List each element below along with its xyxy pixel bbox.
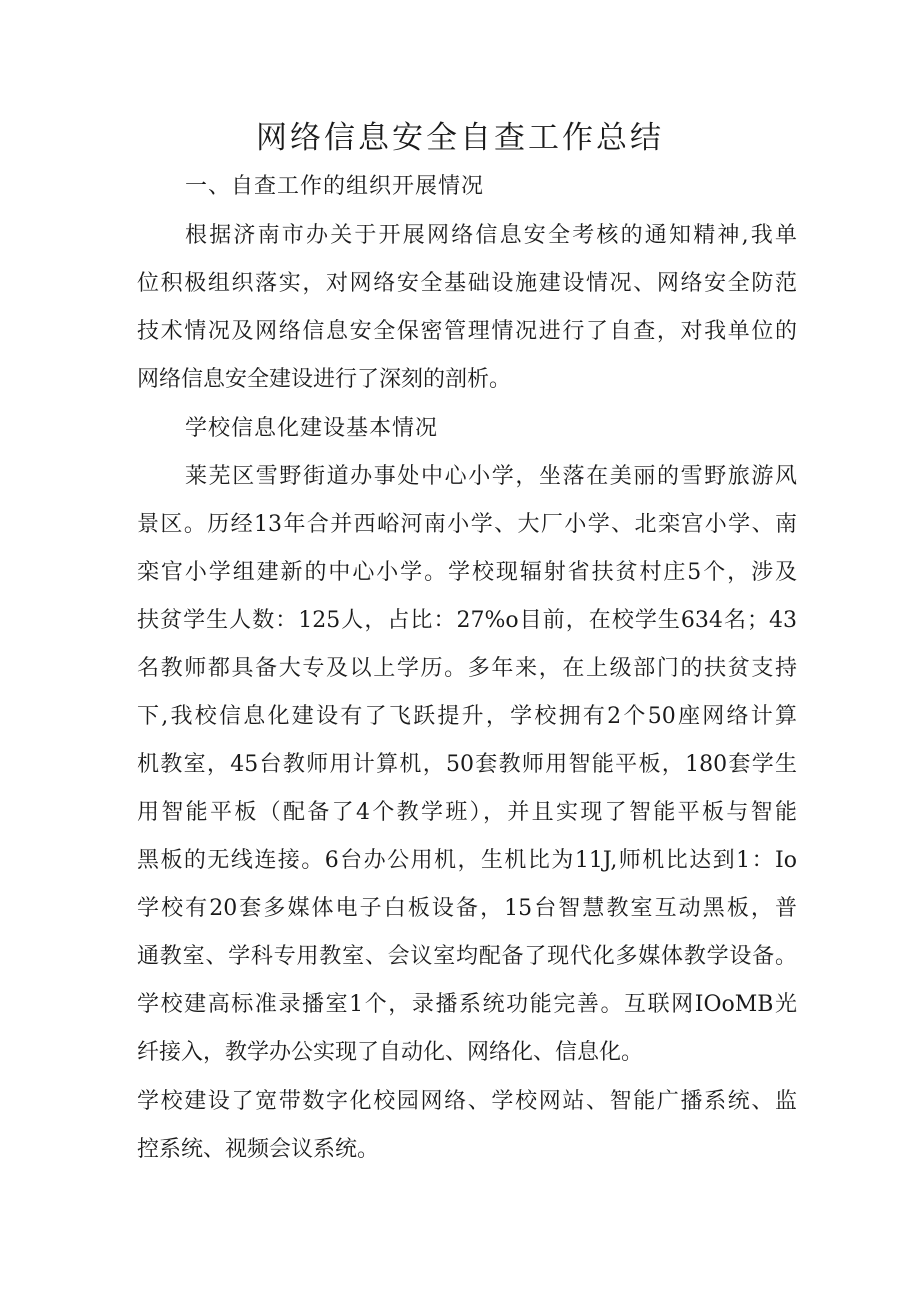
paragraph-line: 莱芜区雪野街道办事处中心小学，坐落在美丽的雪野旅游风 (185, 464, 797, 489)
paragraph-line: 黑板的无线连接。6台办公用机，生机比为11J,师机比达到1：Io (137, 848, 797, 873)
paragraph-line: 扶贫学生人数：125人，占比：27%o目前，在校学生634名；43 (137, 608, 797, 633)
paragraph-line: 景区。历经13年合并西峪河南小学、大厂小学、北栾宫小学、南 (137, 512, 797, 537)
paragraph-line: 通教室、学科专用教室、会议室均配备了现代化多媒体教学设备。 (137, 944, 797, 969)
paragraph-line: 名教师都具备大专及以上学历。多年来，在上级部门的扶贫支持 (137, 656, 797, 681)
paragraph-line: 根据济南市办关于开展网络信息安全考核的通知精神,我单 (185, 223, 797, 248)
section-heading: 一、自查工作的组织开展情况 (185, 174, 485, 199)
paragraph-line: 下,我校信息化建设有了飞跃提升，学校拥有2个50座网络计算 (137, 704, 797, 729)
paragraph-line: 控系统、视频会议系统。 (137, 1137, 380, 1162)
paragraph-line: 学校有20套多媒体电子白板设备，15台智慧教室互动黑板，普 (137, 896, 797, 921)
paragraph-line: 位积极组织落实，对网络安全基础设施建设情况、网络安全防范 (137, 271, 797, 296)
paragraph-line: 学校建设了宽带数字化校园网络、学校网站、智能广播系统、监 (137, 1089, 797, 1114)
document-title: 网络信息安全自查工作总结 (256, 120, 664, 156)
paragraph-line: 学校建高标准录播室1个，录播系统功能完善。互联网IOoMB光 (137, 992, 797, 1017)
paragraph-line: 栾官小学组建新的中心小学。学校现辐射省扶贫村庄5个，涉及 (137, 560, 797, 585)
paragraph-line: 机教室，45台教师用计算机，50套教师用智能平板，180套学生 (137, 752, 797, 777)
paragraph-line: 网络信息安全建设进行了深刻的剖析。 (137, 367, 512, 392)
paragraph-line: 用智能平板（配备了4个教学班），并且实现了智能平板与智能 (137, 800, 797, 825)
subheading: 学校信息化建设基本情况 (185, 416, 439, 441)
paragraph-line: 纤接入，教学办公实现了自动化、网络化、信息化。 (137, 1040, 644, 1065)
paragraph-line: 技术情况及网络信息安全保密管理情况进行了自查，对我单位的 (137, 319, 797, 344)
